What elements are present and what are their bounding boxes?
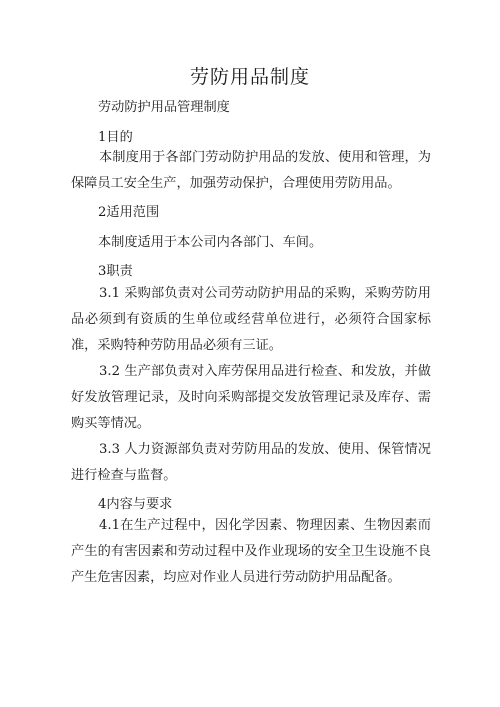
section-body-scope: 本制度适用于本公司内各部门、车间。 <box>98 235 323 250</box>
paragraph-3-1: 3.1 采购部负责对公司劳动防护用品的采购，采购劳防用品必须到有资质的生单位或经营单位进行，必须符合国家标准，采购特种劳防用品必须有三证。 <box>71 286 431 353</box>
paragraph-3-2: 3.2 生产部负责对入库劳保用品进行检查、和发放，并做好发放管理记录，及时向采购部提交发放管理记录及库存、需购买等情况。 <box>71 364 431 431</box>
paragraph-4-1: 4.1在生产过程中，因化学因素、物理因素、生物因素而产生的有害因素和劳动过程中及作业现场的安全卫生设施不良产生危害因素，均应对作业人员进行劳动防护用品配备。 <box>71 518 431 585</box>
section-body-purpose: 本制度用于各部门劳动防护用品的发放、使用和管理，为保障员工安全生产，加强劳动保护，合理使用劳防用品。 <box>71 150 431 191</box>
section-heading-purpose: 1目的 <box>98 130 133 145</box>
document-subtitle: 劳动防护用品管理制度 <box>98 100 230 115</box>
document-title: 劳防用品制度 <box>189 66 310 88</box>
paragraph-3-3: 3.3 人力资源部负责对劳防用品的发放、使用、保管情况进行检查与监督。 <box>71 442 431 483</box>
section-heading-responsibilities: 3职责 <box>98 264 133 279</box>
section-heading-content: 4内容与要求 <box>98 497 173 512</box>
section-heading-scope: 2适用范围 <box>98 205 160 220</box>
